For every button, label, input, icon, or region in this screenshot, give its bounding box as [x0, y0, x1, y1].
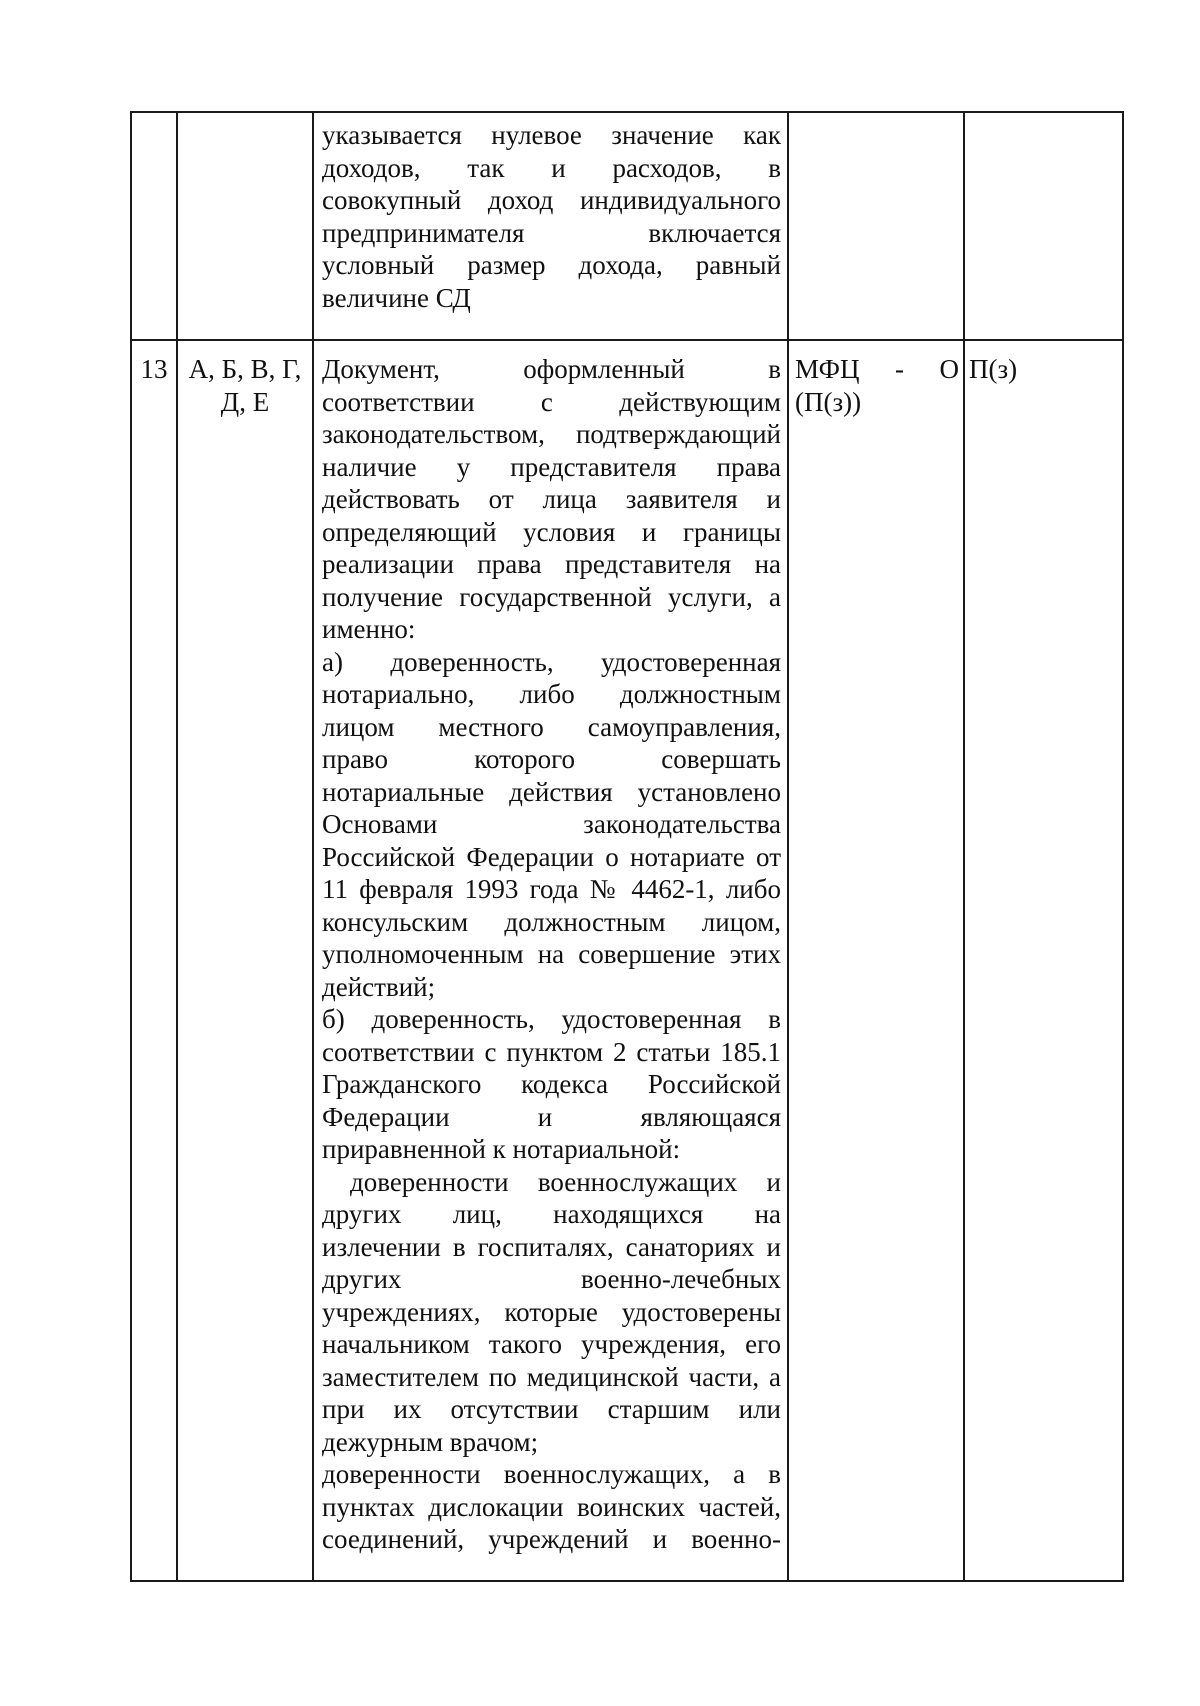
- description-line: лицом местного самоуправления,: [322, 711, 781, 742]
- description-line: Российской Федерации о нотариате от: [322, 841, 781, 872]
- description-line: дежурным врачом;: [322, 1426, 539, 1457]
- description-line: именно:: [322, 614, 416, 644]
- description-line: действовать от лица заявителя и: [322, 484, 781, 514]
- row-number-cell: [131, 112, 177, 340]
- description-line: учреждениях, которые удостоверены: [322, 1296, 781, 1327]
- organization-line: МФЦ - О: [795, 354, 959, 384]
- description-line: пунктах дислокации воинских частей,: [322, 1491, 781, 1522]
- description-line: указывается нулевое значение как: [322, 120, 781, 150]
- description-line: излечении в госпиталях, санаториях и: [322, 1231, 781, 1262]
- description-line: реализации права представителя на: [322, 549, 781, 579]
- description-line: условный размер дохода, равный: [322, 250, 781, 280]
- description-line: консульским должностным лицом,: [322, 906, 781, 937]
- description-line: 11 февраля 1993 года № 4462-1, либо: [322, 874, 781, 904]
- description-line: нотариальные действия установлено: [322, 776, 781, 807]
- form-cell: [964, 112, 1123, 340]
- description-line: Основами законодательства: [322, 809, 781, 839]
- description-line: нотариально, либо должностным: [322, 679, 781, 709]
- description-line: наличие у представителя права: [322, 451, 781, 482]
- description-line: действий;: [322, 971, 436, 1002]
- description-line: законодательством, подтверждающий: [322, 419, 781, 449]
- description-line: соответствии с действующим: [322, 386, 781, 417]
- row-number-cell: 13: [131, 340, 177, 1581]
- categories-line: А, Б, В, Г,: [188, 354, 302, 384]
- description-line: доходов, так и расходов, в: [322, 152, 781, 183]
- document-table: [130, 111, 1124, 1582]
- categories-line: Д, Е: [220, 386, 270, 417]
- description-cell: [313, 340, 788, 1581]
- description-line: других военно-лечебных: [322, 1264, 781, 1294]
- description-line: величине СД: [322, 282, 471, 313]
- description-line: получение государственной услуги, а: [322, 581, 781, 612]
- categories-cell: [177, 112, 313, 340]
- description-line: приравненной к нотариальной:: [322, 1134, 681, 1164]
- description-line: соединений, учреждений и военно-: [322, 1524, 781, 1554]
- description-line: доверенности военнослужащих и: [350, 1166, 781, 1197]
- description-line: Федерации и являющаяся: [322, 1101, 781, 1132]
- description-line: совокупный доход индивидуального: [322, 185, 781, 215]
- description-line: соответствии с пунктом 2 статьи 185.1: [322, 1036, 781, 1067]
- description-line: начальником такого учреждения, его: [322, 1329, 781, 1359]
- organization-line: (П(з)): [795, 386, 862, 417]
- description-line: право которого совершать: [322, 744, 781, 774]
- description-line: б) доверенность, удостоверенная в: [322, 1004, 781, 1034]
- table-row: [131, 112, 1123, 340]
- description-line: заместителем по медицинской части, а: [322, 1361, 781, 1392]
- description-line: Гражданского кодекса Российской: [322, 1069, 781, 1099]
- description-line: а) доверенность, удостоверенная: [322, 646, 781, 677]
- description-line: других лиц, находящихся на: [322, 1199, 781, 1229]
- description-line: определяющий условия и границы: [322, 516, 781, 547]
- organization-cell: [788, 112, 964, 340]
- form-cell: П(з): [964, 340, 1123, 1581]
- table-row: [131, 340, 1123, 1581]
- description-line: доверенности военнослужащих, а в: [322, 1459, 781, 1489]
- description-line: при их отсутствии старшим или: [322, 1394, 781, 1424]
- description-cell: [313, 112, 788, 340]
- description-line: уполномоченным на совершение этих: [322, 939, 781, 969]
- organization-cell: [788, 340, 964, 1581]
- description-line: Документ, оформленный в: [322, 354, 781, 384]
- categories-cell: [177, 340, 313, 1581]
- description-line: предпринимателя включается: [322, 217, 781, 248]
